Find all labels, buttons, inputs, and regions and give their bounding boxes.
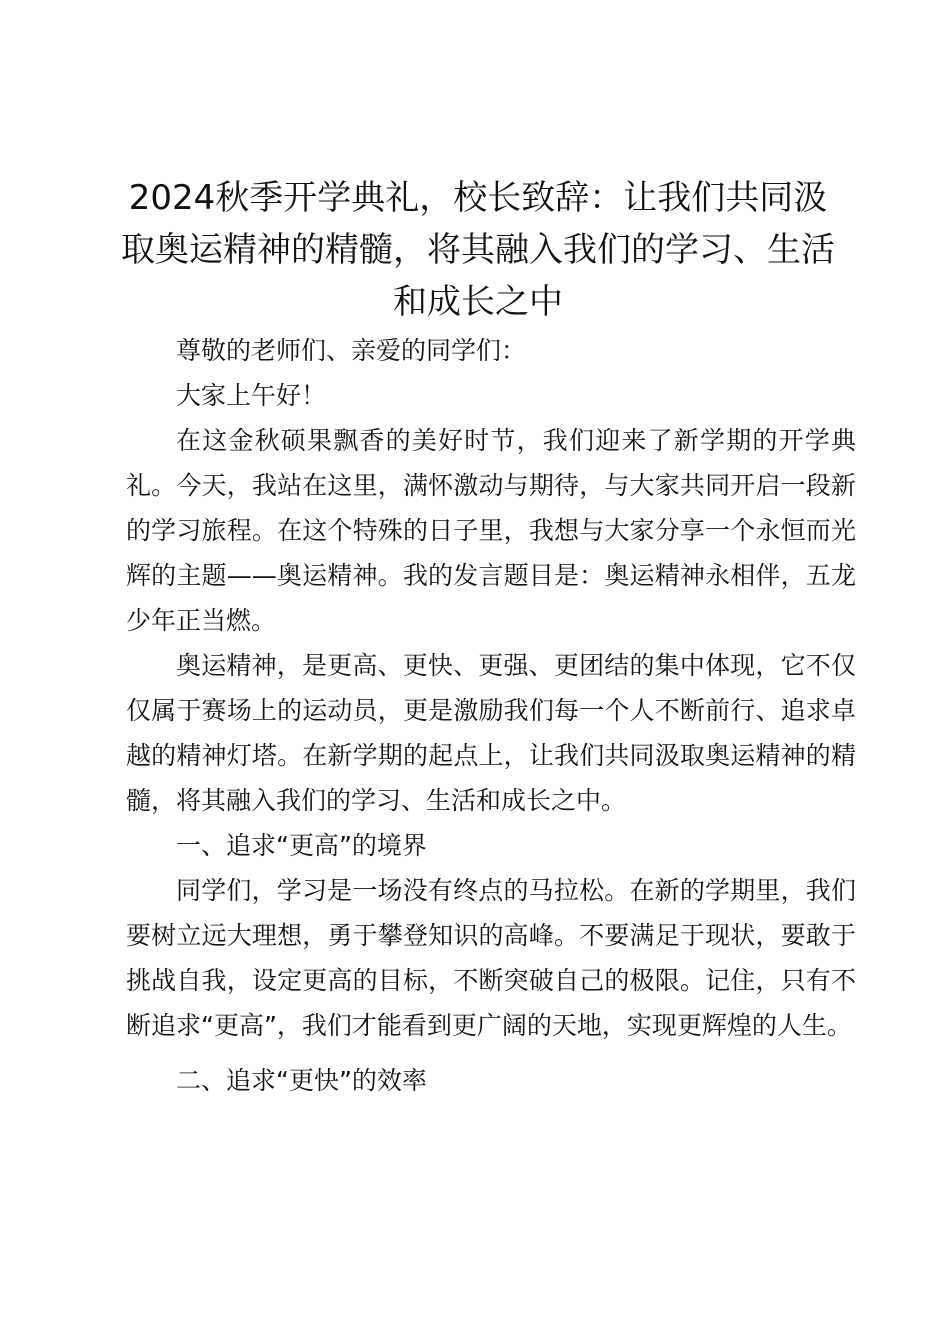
section-heading: 一、追求“更高”的境界: [176, 831, 427, 860]
salutation: 尊敬的老师们、亲爱的同学们：: [176, 336, 527, 365]
section-heading: 二、追求“更快”的效率: [176, 1066, 427, 1095]
document-body: [126, 328, 856, 1103]
body-paragraph: 同学们，学习是一场没有终点的马拉松。在新的学期里，我们要树立远大理想，勇于攀登知识的高峰。不要满足于现状，要敢于挑战自我，设定更高的目标，不断突破自己的极限。记住，只有不断追求“更高”，我们才能看到更广阔的天地，实现更辉煌的人生。: [126, 876, 856, 1040]
body-paragraph: 奥运精神，是更高、更快、更强、更团结的集中体现，它不仅仅属于赛场上的运动员，更是激励我们每一个人不断前行、追求卓越的精神灯塔。在新学期的起点上，让我们共同汲取奥运精神的精髓，将其融入我们的学习、生活和成长之中。: [126, 651, 856, 815]
greeting: 大家上午好！: [176, 381, 327, 410]
body-paragraph: 在这金秋硕果飘香的美好时节，我们迎来了新学期的开学典礼。今天，我站在这里，满怀激动与期待，与大家共同开启一段新的学习旅程。在这个特殊的日子里，我想与大家分享一个永恒而光辉的主题——奥运精神。我的发言题目是：奥运精神永相伴，五龙少年正当燃。: [126, 426, 856, 635]
document-title: 2024秋季开学典礼，校长致辞：让我们共同汲取奥运精神的精髓，将其融入我们的学习、生活和成长之中: [121, 178, 835, 322]
